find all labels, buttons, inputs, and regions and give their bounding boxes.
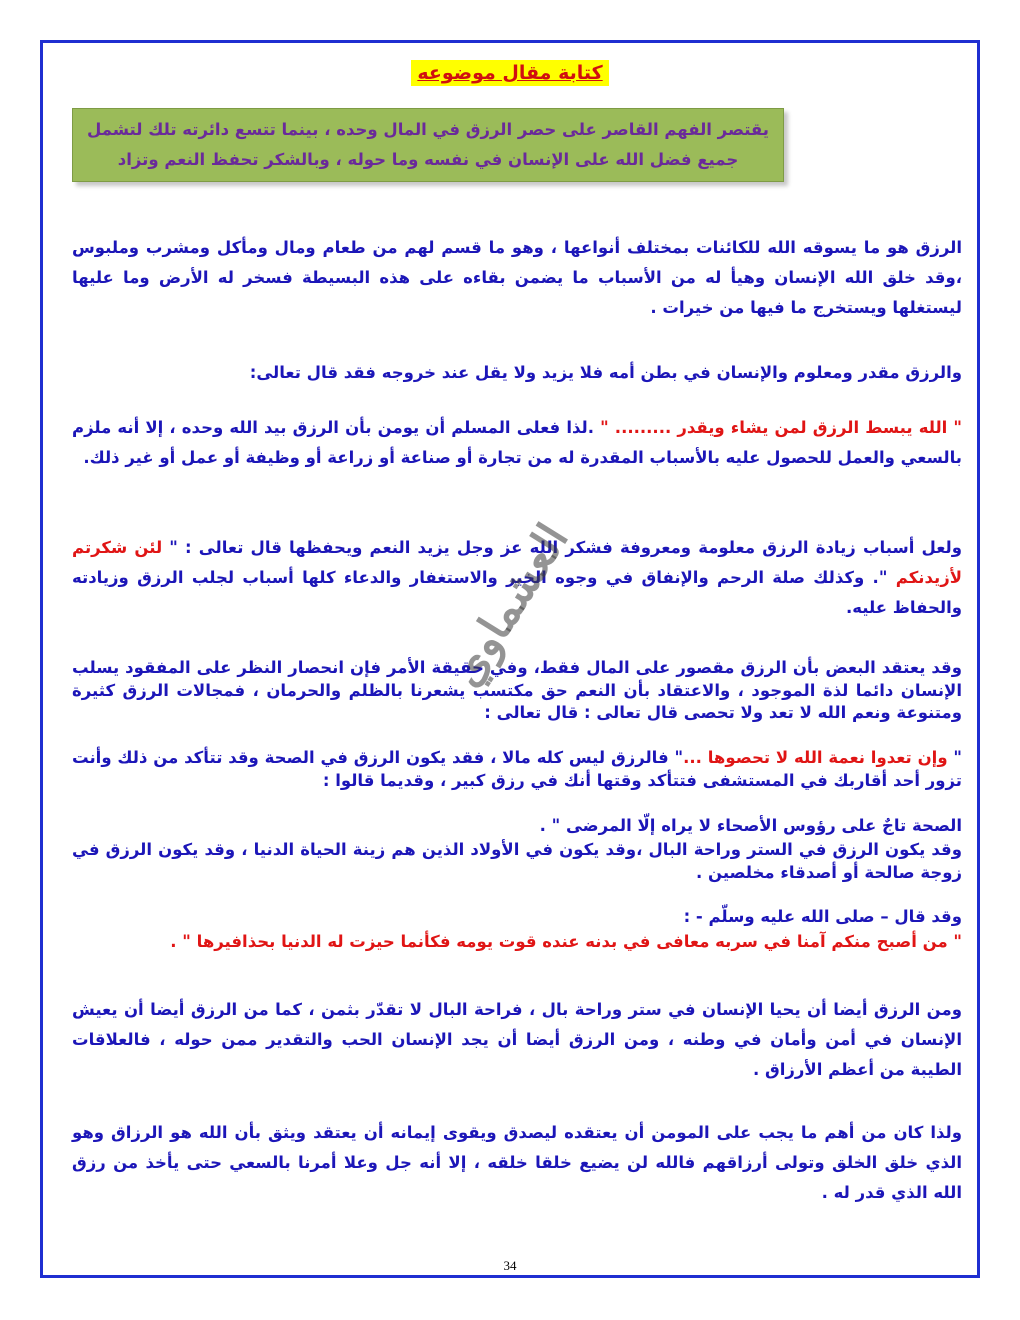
- paragraph-peace: ومن الرزق أيضا أن يحيا الإنسان في ستر وراحة بال ، فراحة البال لا تقدّر بثمن ، كما من الرزق أيضا أن يعيش الإنسان في أمن وأمان في وطنه ، ومن الرزق أيضا أن يجد الإنسان الحب والتقدير ممن حوله ، فالعلاقات الطيبة من أعظم الأرزاق .: [72, 1000, 962, 1079]
- hadith-quote: " من أصبح منكم آمنا في سربه معافى في بدنه عنده قوت يومه فكأنما حيزت له الدنيا بحذافيرها " .: [170, 932, 962, 951]
- paragraph-text: ": [947, 748, 963, 767]
- paragraph-destiny: والرزق مقدر ومعلوم والإنسان في بطن أمه فلا يزيد ولا يقل عند خروجه فقد قال تعالى:: [249, 363, 962, 382]
- paragraph-text: ". وكذلك صلة الرحم والإنفاق في وجوه الخير والاستغفار والدعاء كلها أسباب لجلب الرزق وزيادته والحفاظ عليه.: [72, 568, 962, 617]
- summary-box: يقتصر الفهم القاصر على حصر الرزق في المال وحده ، بينما تتسع دائرته تلك لتشمل جميع فضل الله على الإنسان في نفسه وما حوله ، وبالشكر تحفظ النعم وتزاد: [72, 108, 784, 182]
- paragraph-text: .لذا فعلى المسلم أن يومن بأن الرزق بيد الله وحده ، إلا أنه ملزم بالسعي والعمل للحصول عليه بالأسباب المقدرة له من تجارة أو صناعة أو زراعة أو وظيفة أو عمل أو غير ذلك.: [72, 418, 962, 467]
- paragraph-proverb: الصحة تاجٌ على رؤوس الأصحاء لا يراه إلّا المرضى " .: [539, 816, 962, 835]
- paragraph-misconception: وقد يعتقد البعض بأن الرزق مقصور على المال فقط، وفي حقيقة الأمر فإن انحصار النظر على المفقود يسلب الإنسان دائما لذة الموجود ، والاعتقاد بأن النعم حق مكتسب يشعرنا بالظلم والحرمان ، فمجالات الرزق كثيرة ومتنوعة ونعم الله لا تعد ولا تحصى قال تعالى : قال تعالى :: [72, 658, 962, 722]
- paragraph-conclusion: ولذا كان من أهم ما يجب على المومن أن يعتقده ليصدق ويقوى إيمانه أن يعتقد ويثق بأن الله هو الرزاق وهو الذي خلق الخلق وتولى أرزاقهم فالله لن يضيع خلقا خلقه ، إلا أنه جل وعلا أمرنا بالسعي حتى يأخذ من رزق الله الذي قدر له .: [72, 1123, 962, 1202]
- quran-quote: وإن تعدوا نعمة الله لا تحصوها ...: [683, 748, 948, 767]
- paragraph-text: ولعل أسباب زيادة الرزق معلومة ومعروفة فشكر الله عز وجل يزيد النعم ويحفظها قال تعالى : ": [162, 538, 962, 557]
- title-container: [0, 60, 1020, 86]
- quran-quote: لئن شكرتم لأزيدنكم: [72, 538, 962, 587]
- quran-quote: " الله يبسط الرزق لمن يشاء ويقدر ......... ": [600, 418, 962, 437]
- paragraph-verse-sustenance: [72, 413, 962, 473]
- watermark: العشماوي: [439, 515, 579, 696]
- paragraph-family: وقد يكون الرزق في الستر وراحة البال ،وقد يكون في الأولاد الذين هم زينة الحياة الدنيا ، وقد يكون الرزق في زوجة صالحة أو أصدقاء مخلصين .: [72, 840, 962, 882]
- paragraph-text: " فالرزق ليس كله مالا ، فقد يكون الرزق في الصحة وقد تتأكد من ذلك وأنت تزور أحد أقاربك في المستشفى فتتأكد وقتها أنك في رزق كبير ، وقديما قالوا :: [72, 748, 962, 790]
- paragraph-hadith-intro: وقد قال – صلى الله عليه وسلّم - :: [683, 907, 962, 926]
- paragraph-definition: الرزق هو ما يسوقه الله للكائنات بمختلف أنواعها ، وهو ما قسم لهم من طعام ومال ومأكل ومشرب وملبوس ،وقد خلق الله الإنسان وهيأ له من الأسباب ما يضمن بقاءه على هذه البسيطة فسخر له الأرض وما عليها ليستغلها ويستخرج ما فيها من خيرات .: [72, 238, 962, 317]
- page-number: 34: [503, 1258, 517, 1273]
- page-title: كتابة مقال موضوعه: [411, 60, 608, 86]
